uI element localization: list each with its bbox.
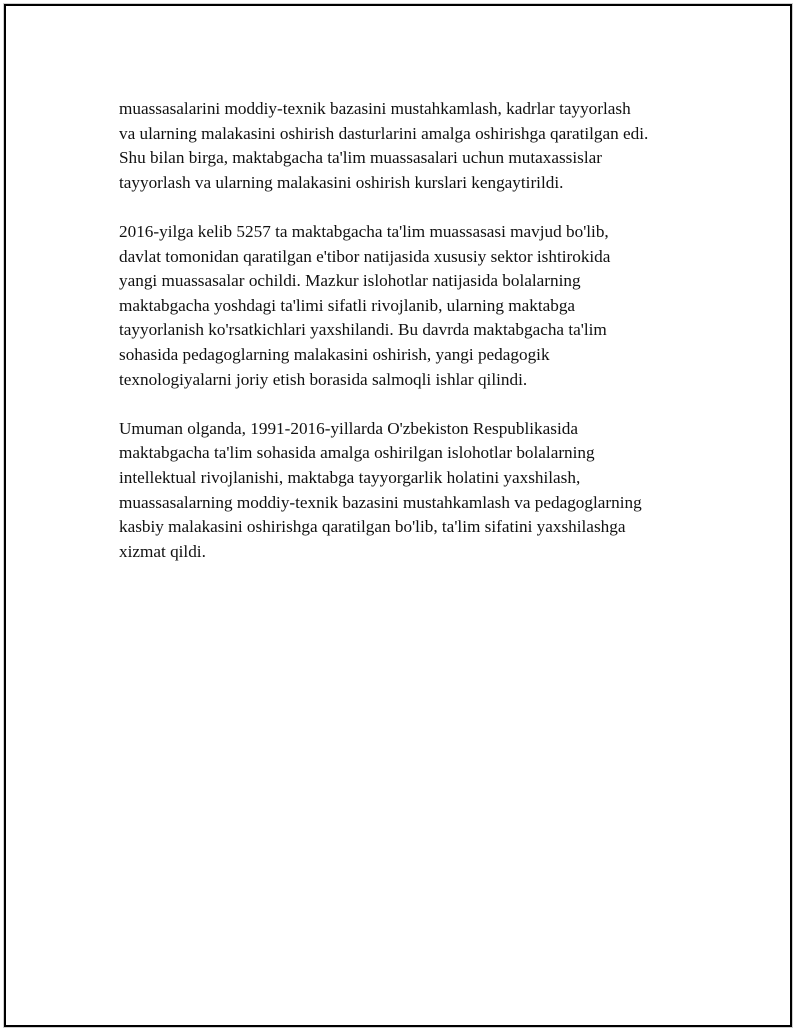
text-line: kasbiy malakasini oshirishga qaratilgan bo'lib, ta'lim sifatini yaxshilashga [119, 517, 626, 537]
text-line: Umuman olganda, 1991-2016-yillarda O'zbekiston Respublikasida [119, 418, 578, 438]
text-line: sohasida pedagoglarning malakasini oshirish, yangi pedagogik [119, 344, 550, 364]
text-line: texnologiyalarni joriy etish borasida salmoqli ishlar qilindi. [119, 369, 528, 389]
text-line: va ularning malakasini oshirish dasturlarini amalga oshirishga qaratilgan edi. [119, 123, 649, 143]
page-frame [4, 4, 792, 1027]
text-line: maktabgacha ta'lim sohasida amalga oshirilgan islohotlar bolalarning [119, 443, 595, 463]
paragraph-2 [119, 220, 709, 392]
text-line: tayyorlash va ularning malakasini oshirish kurslari kengaytirildi. [119, 172, 564, 192]
text-line: Shu bilan birga, maktabgacha ta'lim muassasalari uchun mutaxassislar [119, 148, 602, 168]
text-line: muassasalarning moddiy-texnik bazasini mustahkamlash va pedagoglarning [119, 492, 642, 512]
text-line: muassasalarini moddiy-texnik bazasini mustahkamlash, kadrlar tayyorlash [119, 99, 631, 118]
paragraph-1 [119, 97, 709, 195]
text-line: yangi muassasalar ochildi. Mazkur islohotlar natijasida bolalarning [119, 271, 581, 291]
text-line: intellektual rivojlanishi, maktabga tayyorgarlik holatini yaxshilash, [119, 467, 581, 487]
text-line: 2016-yilga kelib 5257 ta maktabgacha ta'lim muassasasi mavjud bo'lib, [119, 221, 609, 241]
text-line: maktabgacha yoshdagi ta'limi sifatli rivojlanib, ularning maktabga [119, 295, 576, 315]
document-body [119, 97, 709, 589]
paragraph-3 [119, 417, 709, 565]
text-line: davlat tomonidan qaratilgan e'tibor natijasida xususiy sektor ishtirokida [119, 246, 611, 266]
text-line: xizmat qildi. [119, 541, 206, 561]
text-line: tayyorlanish ko'rsatkichlari yaxshilandi. Bu davrda maktabgacha ta'lim [119, 320, 607, 340]
